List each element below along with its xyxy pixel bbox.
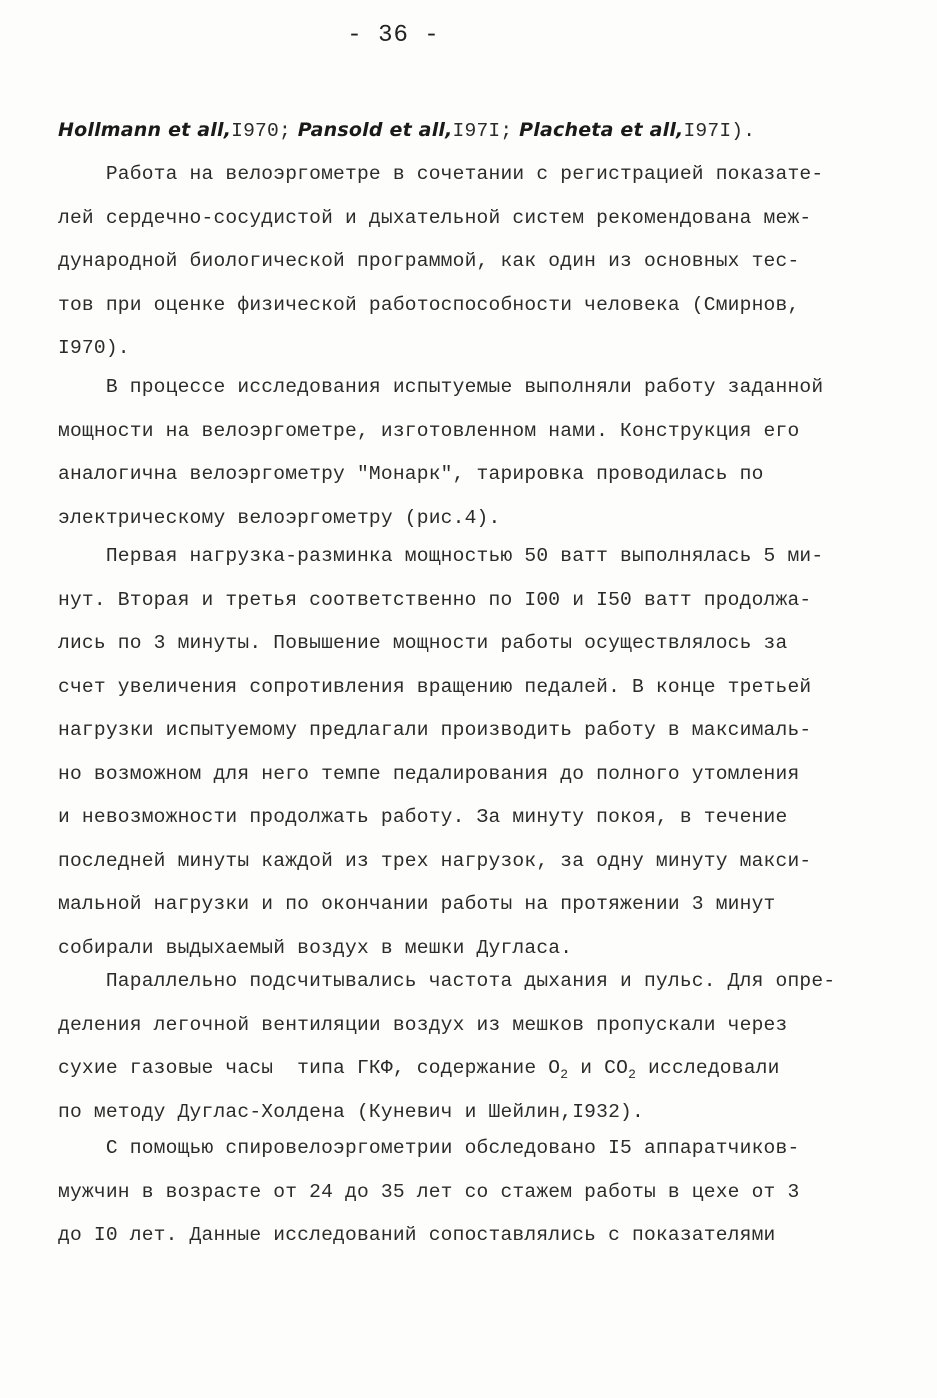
text-line: но возможном для него темпе педалирования до полного утомления: [58, 762, 800, 785]
text-line: тов при оценке физической работоспособности человека (Смирнов,: [58, 293, 800, 316]
text-line: лей сердечно-сосудистой и дыхательной систем рекомендована меж-: [58, 206, 812, 229]
text-line: и невозможности продолжать работу. За минуту покоя, в течение: [58, 806, 788, 828]
paragraph-subjects: [58, 1127, 878, 1258]
co2-subscript: 2: [628, 1067, 637, 1082]
handwritten-author-hollmann: Hollmann et all,: [58, 119, 232, 141]
text-line: I970).: [58, 337, 130, 359]
gas-line-tail: исследовали: [636, 1057, 780, 1079]
reference-citations: [58, 109, 878, 153]
paragraph-study-process: [58, 366, 878, 540]
reference-line: [58, 109, 878, 153]
page-number: - 36 -: [347, 22, 440, 49]
paragraph-load-protocol: [58, 535, 878, 970]
gas-line-lead: сухие газовые часы типа ГКФ, содержание: [58, 1057, 549, 1079]
text-line: Работа на велоэргометре в сочетании с регистрацией показате-: [58, 163, 824, 185]
text-line: нут. Вторая и третья соответственно по I00 и I50 ватт продолжа-: [58, 588, 812, 611]
paragraph-bicycle-ergometer: [58, 153, 878, 371]
citation-year-1: I970;: [231, 120, 291, 142]
co2-symbol: и CO: [568, 1057, 629, 1079]
text-line: мощности на велоэргометре, изготовленном нами. Конструкция его: [58, 419, 800, 442]
handwritten-author-placheta: Placheta et all,: [512, 119, 684, 141]
text-line: мальной нагрузки и по окончании работы на протяжении 3 минут: [58, 893, 776, 915]
text-line: дународной биологической программой, как один из основных тес-: [58, 250, 800, 272]
text-line: собирали выдыхаемый воздух в мешки Дугласа.: [58, 936, 573, 959]
text-line: нагрузки испытуемому предлагали производить работу в максималь-: [58, 719, 812, 741]
text-line: Первая нагрузка-разминка мощностью 50 ватт выполнялась 5 ми-: [58, 545, 824, 567]
text-line-gas-content: [58, 1047, 878, 1091]
oxygen-symbol: O: [548, 1057, 561, 1079]
text-line: лись по 3 минуты. Повышение мощности работы осуществлялось за: [58, 632, 788, 654]
citation-year-2: I97I;: [452, 120, 513, 142]
text-line: деления легочной вентиляции воздух из мешков пропускали через: [58, 1013, 788, 1036]
handwritten-author-pansold: Pansold et all,: [290, 119, 453, 141]
text-line: В процессе исследования испытуемые выполняли работу заданной: [58, 376, 824, 398]
text-line: мужчин в возрасте от 24 до 35 лет со стажем работы в цехе от 3: [58, 1180, 800, 1203]
text-line: последней минуты каждой из трех нагрузок, за одну минуту макси-: [58, 849, 812, 872]
text-line: Параллельно подсчитывались частота дыхания и пульс. Для опре-: [58, 970, 836, 992]
oxygen-subscript: 2: [560, 1067, 569, 1082]
text-line: до I0 лет. Данные исследований сопоставлялись с показателями: [58, 1224, 776, 1246]
paragraph-gas-analysis: [58, 960, 878, 1134]
text-line: счет увеличения сопротивления вращению педалей. В конце третьей: [58, 675, 812, 698]
citation-year-3: I97I).: [683, 120, 756, 142]
text-line: С помощью спировелоэргометрии обследовано I5 аппаратчиков-: [58, 1137, 800, 1159]
text-line: по методу Дуглас-Холдена (Куневич и Шейлин,I932).: [58, 1100, 644, 1123]
text-line: аналогична велоэргометру "Монарк", тарировка проводилась по: [58, 463, 764, 485]
text-line: электрическому велоэргометру (рис.4).: [58, 506, 501, 529]
